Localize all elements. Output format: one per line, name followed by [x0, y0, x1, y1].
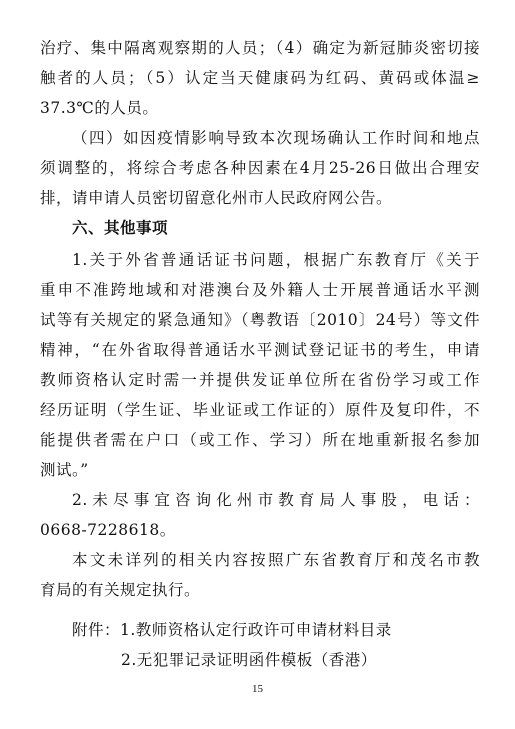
text-line-16: 2.未尽事宜咨询化州市教育局人事股，电话：: [72, 491, 480, 509]
text-line-15: 测试。”: [40, 461, 89, 479]
text-line-1: 治疗、集中隔离观察期的人员；（4）确定为新冠肺炎密切接: [40, 39, 480, 57]
page-number: 15: [252, 683, 263, 695]
text-line-3: 37.3℃的人员。: [40, 99, 159, 117]
text-line-19: 育局的有关规定执行。: [40, 581, 201, 599]
phone-number: 0668-7228618。: [40, 521, 176, 539]
text-line-6: 排，请申请人员密切留意化州市人民政府网公告。: [40, 189, 393, 207]
text-line-14: 能提供者需在户口（或工作、学习）所在地重新报名参加: [40, 431, 480, 449]
text-line-10: 试等有关规定的紧急通知》（粤教语〔2010〕24号）等文件: [40, 311, 480, 329]
text-line-11: 精神，“在外省取得普通话水平测试登记证书的考生，申请: [40, 341, 480, 359]
text-line-9: 重申不准跨地域和对港澳台及外籍人士开展普通话水平测: [40, 281, 480, 299]
text-line-12: 教师资格认定时需一并提供发证单位所在省份学习或工作: [40, 371, 480, 389]
text-line-13: 经历证明（学生证、毕业证或工作证的）原件及复印件，不: [40, 401, 480, 419]
text-line-8: 1.关于外省普通话证书问题，根据广东教育厅《关于: [72, 251, 480, 269]
attachment-line-2: 2.无犯罪记录证明函件模板（香港）: [121, 651, 377, 669]
text-line-2: 触者的人员；（5）认定当天健康码为红码、黄码或体温≥: [40, 69, 480, 87]
text-line-18: 本文未详列的相关内容按照广东省教育厅和茂名市教: [72, 551, 480, 569]
text-line-5: 须调整的，将综合考虑各种因素在4月25-26日做出合理安: [40, 159, 480, 177]
attachment-line-1: 附件：1.教师资格认定行政许可申请材料目录: [72, 621, 392, 639]
text-line-4: （四）如因疫情影响导致本次现场确认工作时间和地点: [72, 129, 480, 147]
section-heading: 六、其他事项: [72, 218, 169, 237]
